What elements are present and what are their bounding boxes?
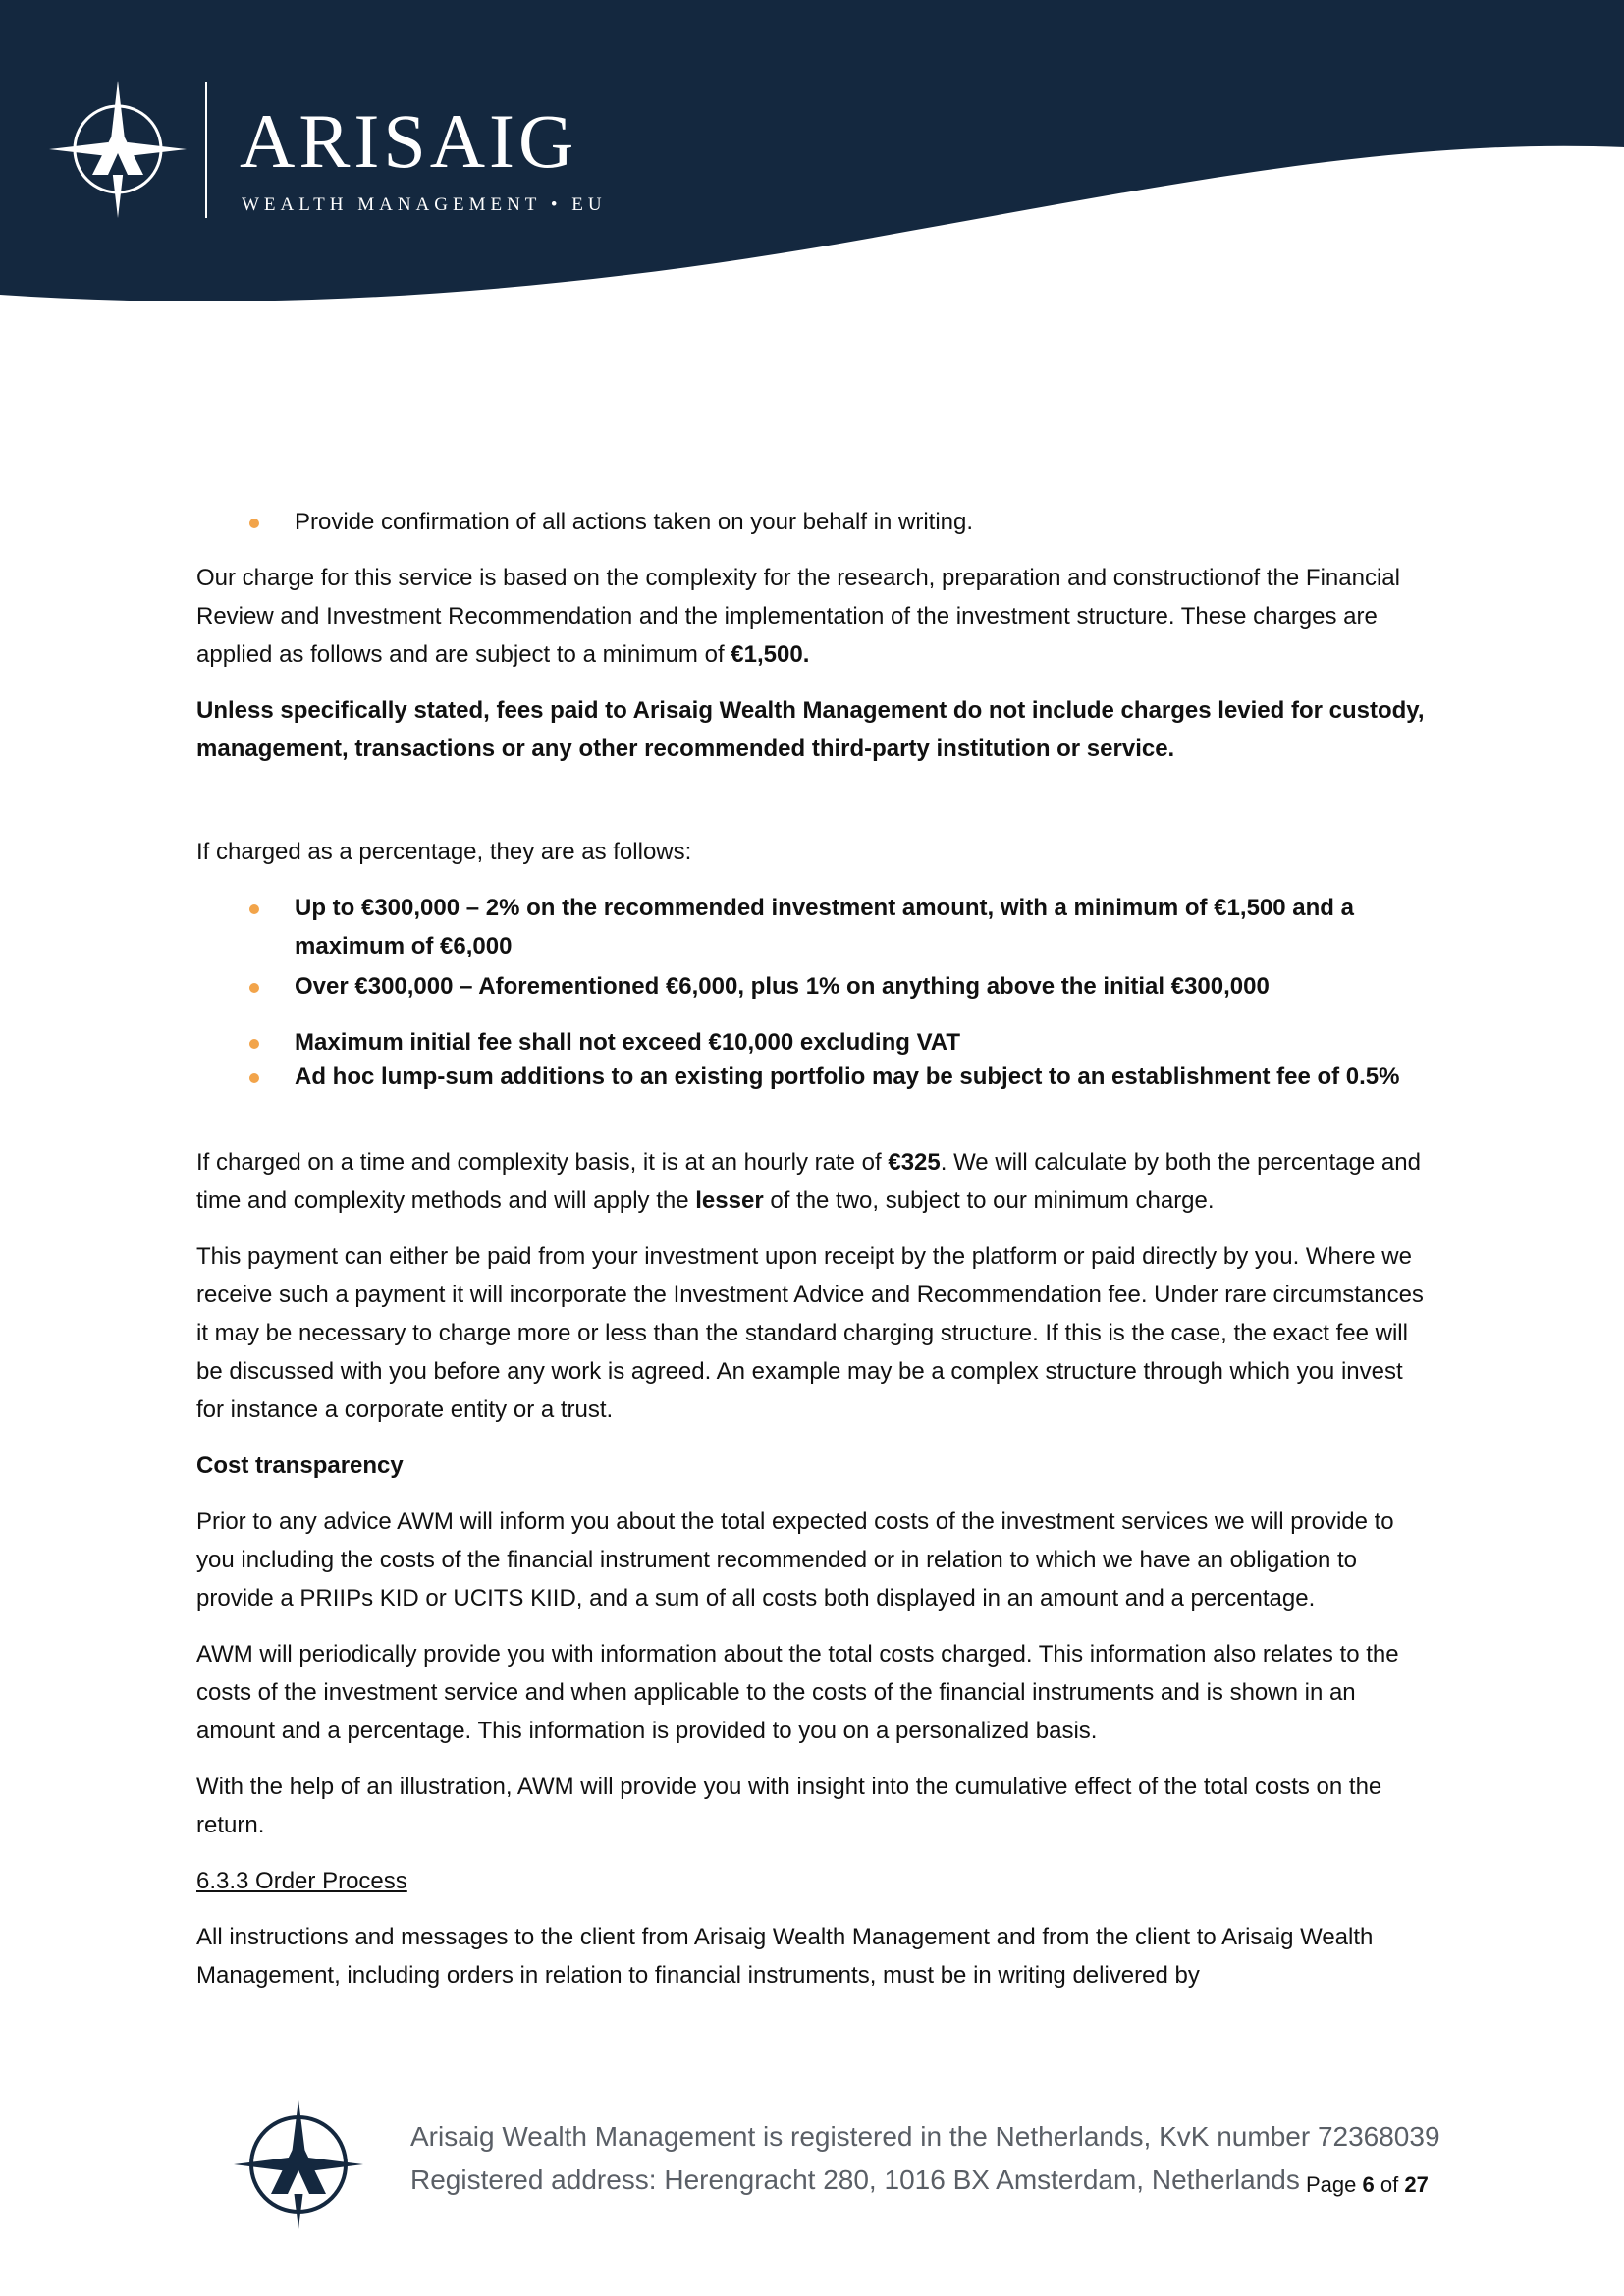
hourly-text-a: If charged on a time and complexity basis, it is at an hourly rate of: [196, 1149, 889, 1175]
hourly-lesser: lesser: [695, 1187, 764, 1214]
cost-paragraph-3: With the help of an illustration, AWM will provide you with insight into the cumulative effect of the total costs on the return.: [196, 1774, 1382, 1838]
list-item-text: Over €300,000 – Aforementioned €6,000, plus 1% on anything above the initial €300,000: [295, 973, 1270, 1000]
bullet-dot-icon: [249, 1039, 259, 1049]
bullet-dot-icon: [249, 519, 259, 528]
percentage-intro: If charged as a percentage, they are as follows:: [196, 839, 692, 865]
bullet-dot-icon: [249, 904, 259, 914]
page-footer: [0, 2092, 1624, 2239]
percentage-bullet-list: [196, 889, 1434, 1096]
hourly-rate: €325: [888, 1149, 941, 1175]
page-of: of: [1380, 2172, 1399, 2197]
intro-bullet-list: [196, 503, 1434, 541]
payment-paragraph: This payment can either be paid from your investment upon receipt by the platform or paid directly by you. Where we receive such a payment it will incorporate the Investment Advice and Recommendation fee. Under rare circumstances it may be necessary to charge more or less than the standard charging structure. If this is the case, the exact fee will be discussed with you before any work is agreed. An example may be a complex structure through which you invest for instance a corporate entity or a trust.: [196, 1243, 1424, 1423]
charge-minimum: €1,500.: [731, 641, 810, 668]
document-body: [196, 503, 1434, 2012]
hourly-text-b: . We will calculate by both the percentage and time and complexity methods and will apply the: [196, 1149, 1421, 1214]
bullet-dot-icon: [249, 1073, 259, 1083]
cost-paragraph-2: AWM will periodically provide you with information about the total costs charged. This information also relates to the costs of the investment service and when applicable to the costs of the financial instruments and is shown in an amount and a percentage. This information is provided to you on a personalized basis.: [196, 1641, 1399, 1744]
brand-name: ARISAIG: [240, 98, 578, 184]
header-banner: [0, 0, 1624, 324]
footer-registration: Arisaig Wealth Management is registered in the Netherlands, KvK number 72368039: [410, 2121, 1440, 2152]
page-label: Page: [1306, 2172, 1357, 2197]
list-item-text: Ad hoc lump-sum additions to an existing portfolio may be subject to an establishment fee of 0.5%: [295, 1064, 1400, 1090]
brand-tagline: WEALTH MANAGEMENT • EU: [242, 194, 607, 215]
list-item: [196, 889, 1434, 965]
hourly-text-c: of the two, subject to our minimum charge.: [763, 1187, 1215, 1214]
list-item: [196, 1023, 1434, 1062]
unless-paragraph: Unless specifically stated, fees paid to Arisaig Wealth Management do not include charges levied for custody, management, transactions or any other recommended third-party institution or service.: [196, 697, 1425, 762]
list-item-text: Maximum initial fee shall not exceed €10,000 excluding VAT: [295, 1029, 961, 1056]
list-item: [196, 967, 1434, 1006]
list-item: [196, 503, 1434, 541]
header-banner-shape: [0, 0, 1624, 324]
list-item-text: Provide confirmation of all actions taken on your behalf in writing.: [295, 509, 974, 535]
page-current: 6: [1362, 2172, 1375, 2197]
charge-paragraph-text: Our charge for this service is based on the complexity for the research, preparation and constructionof the Financial Review and Investment Recommendation and the implementation of the investment structure. These charges are applied as follows and are subject to a minimum of: [196, 565, 1400, 668]
page-number: [1306, 2172, 1429, 2198]
hourly-paragraph: [196, 1143, 1434, 1220]
cost-paragraph-1: Prior to any advice AWM will inform you about the total expected costs of the investment services we will provide to you including the costs of the financial instrument recommended or in relation to which we have an obligation to provide a PRIIPs KID or UCITS KIID, and a sum of all costs both displayed in an amount and a percentage.: [196, 1508, 1394, 1612]
charge-paragraph: [196, 559, 1434, 674]
compass-mountain-logo: [230, 2096, 367, 2233]
cost-transparency-heading: Cost transparency: [196, 1452, 404, 1479]
list-item: [196, 1058, 1434, 1096]
footer-address: Registered address: Herengracht 280, 1016 BX Amsterdam, Netherlands: [410, 2164, 1300, 2195]
list-item-text: Up to €300,000 – 2% on the recommended investment amount, with a minimum of €1,500 and a maximum of €6,000: [295, 895, 1354, 959]
order-paragraph: All instructions and messages to the client from Arisaig Wealth Management and from the client to Arisaig Wealth Management, including orders in relation to financial instruments, must be in writing delivered by: [196, 1924, 1374, 1989]
bullet-dot-icon: [249, 983, 259, 993]
page-total: 27: [1404, 2172, 1429, 2197]
order-process-heading: 6.3.3 Order Process: [196, 1868, 407, 1894]
